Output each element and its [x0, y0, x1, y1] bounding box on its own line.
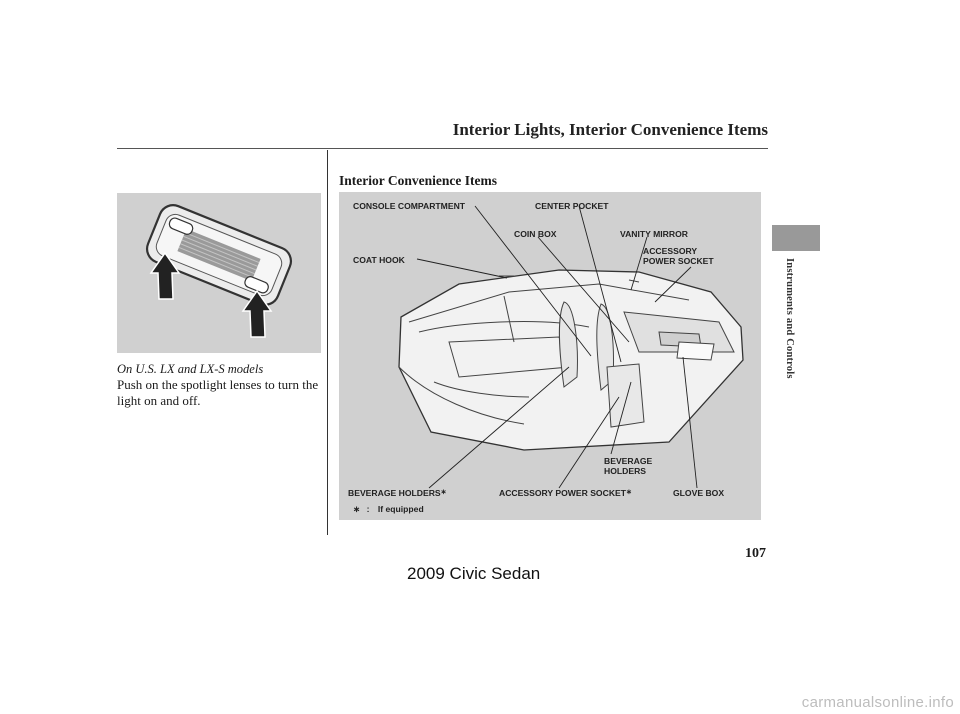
page-number: 107 — [745, 546, 766, 561]
legend-symbol: ∗ — [353, 504, 361, 514]
label-beverage-holders-rear — [348, 488, 447, 498]
label-beverage-line2: HOLDERS — [604, 466, 647, 476]
label-beverage-holders-front — [604, 456, 652, 476]
label-vanity-mirror: VANITY MIRROR — [620, 229, 688, 239]
model-footer: 2009 Civic Sedan — [407, 564, 541, 583]
label-center-pocket: CENTER POCKET — [535, 201, 609, 211]
chapter-label: Instruments and Controls — [784, 258, 795, 379]
section-heading: Interior Convenience Items — [339, 173, 497, 188]
equipped-legend — [353, 504, 424, 514]
label-coat-hook: COAT HOOK — [353, 255, 405, 265]
header-divider — [117, 148, 768, 149]
figure-caption: On U.S. LX and LX-S models — [117, 362, 264, 376]
column-divider — [327, 150, 328, 535]
spotlight-illustration — [117, 193, 321, 353]
label-coin-box: COIN BOX — [514, 229, 557, 239]
equipped-mark: ∗ — [440, 489, 447, 496]
instruction-text: Push on the spotlight lenses to turn the light on and off. — [117, 377, 319, 408]
label-beverage-holders-rear-text: BEVERAGE HOLDERS — [348, 488, 441, 498]
page-title: Interior Lights, Interior Convenience Items — [452, 120, 768, 139]
interior-diagram — [339, 192, 761, 520]
label-beverage-line1: BEVERAGE — [604, 456, 653, 466]
chapter-tab — [772, 225, 820, 251]
label-accessory-power-socket — [643, 246, 714, 266]
label-accessory-line1: ACCESSORY — [643, 246, 698, 256]
label-accessory-power-socket-console — [499, 488, 632, 498]
equipped-mark: ∗ — [626, 489, 632, 496]
site-watermark: carmanualsonline.info — [801, 694, 954, 711]
legend-separator: : — [366, 504, 370, 514]
legend-text: If equipped — [377, 504, 424, 514]
label-accessory-console-text: ACCESSORY POWER SOCKET — [499, 488, 627, 498]
label-accessory-line2: POWER SOCKET — [643, 256, 714, 266]
label-console-compartment: CONSOLE COMPARTMENT — [353, 201, 466, 211]
label-glove-box: GLOVE BOX — [673, 488, 725, 498]
